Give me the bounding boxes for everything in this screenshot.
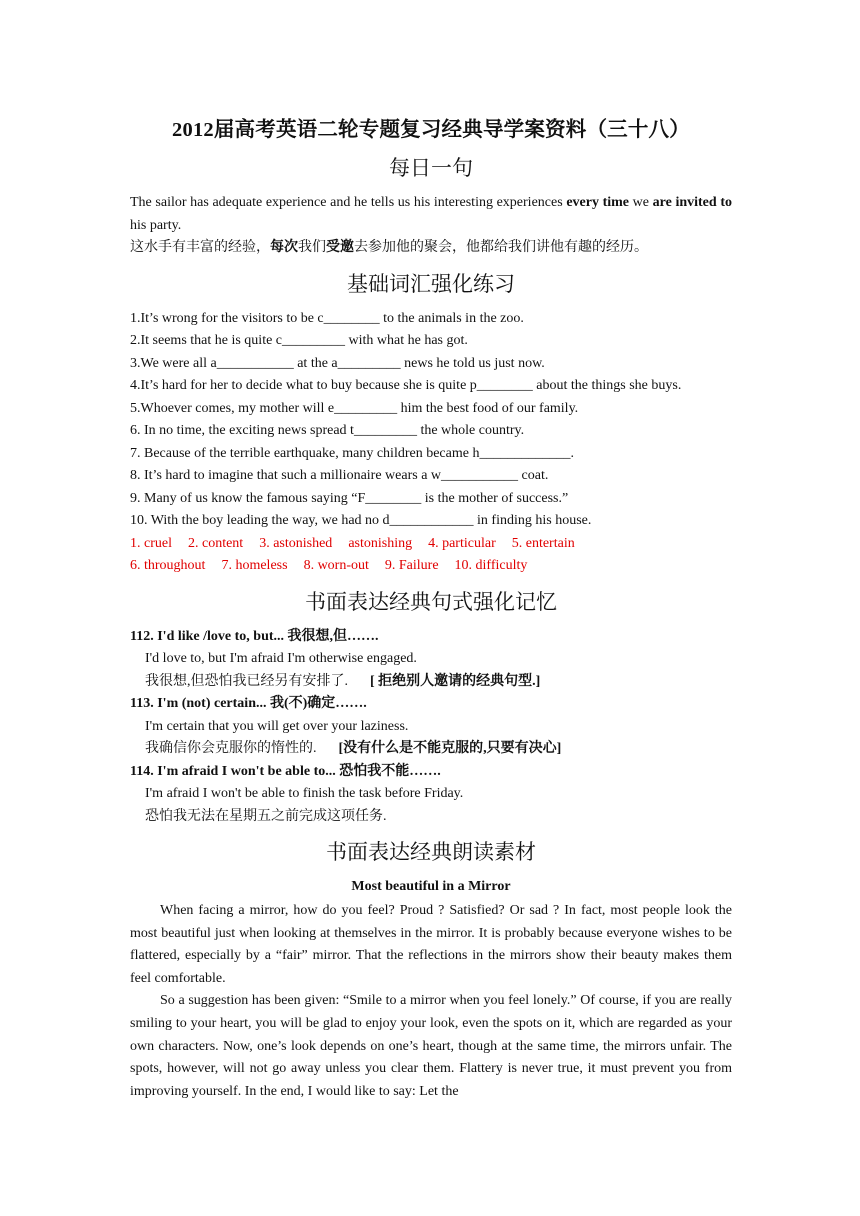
- vocab-item: 8. It’s hard to imagine that such a millionaire wears a w___________ coat.: [130, 468, 549, 483]
- answer: 1. cruel: [130, 535, 172, 551]
- answer: 2. content: [187, 535, 244, 551]
- vocab-answers-row-2: [130, 555, 732, 578]
- daily-en-bold-every-time: every time: [566, 195, 630, 210]
- pattern-113-zh: 我确信你会克服你的惰性的.: [145, 741, 317, 756]
- answer: 10. difficulty: [454, 558, 528, 573]
- answer: 7. homeless: [221, 558, 288, 573]
- answer: 4. particular: [428, 535, 496, 551]
- vocab-item: 6. In no time, the exciting news spread t_________ the whole country.: [130, 423, 525, 438]
- pattern-112-zh: 我很想,但恐怕我已经另有安排了.: [145, 673, 348, 689]
- answer: 5. entertain: [511, 535, 575, 551]
- document-title: 2012届高考英语二轮专题复习经典导学案资料（三十八）: [172, 119, 690, 141]
- vocab-item: 7. Because of the terrible earthquake, many children became h_____________.: [130, 445, 574, 461]
- vocab-item: 1.It’s wrong for the visitors to be c________ to the animals in the zoo.: [130, 310, 524, 326]
- daily-sentence-chinese: [130, 237, 732, 260]
- answer: astonishing: [348, 535, 413, 551]
- pattern-114-english: I'm afraid I won't be able to finish the task before Friday.: [145, 786, 464, 801]
- vocab-item: 9. Many of us know the famous saying “F________ is the mother of success.”: [130, 490, 569, 506]
- pattern-113-english: I'm certain that you will get over your laziness.: [145, 718, 409, 734]
- answer: 8. worn-out: [303, 558, 369, 573]
- daily-zh-a: 这水手有丰富的经验，: [130, 240, 270, 255]
- pattern-112-english: I'd love to, but I'm afraid I'm otherwise engaged.: [145, 651, 417, 666]
- daily-en-c: we: [629, 195, 653, 210]
- daily-sentence-english: [130, 192, 732, 237]
- daily-zh-bold-shouyao: 受邀: [326, 240, 354, 255]
- daily-en-a: The sailor has adequate experience and he tells us his interesting experiences: [130, 195, 567, 210]
- answer: 3. astonished: [259, 535, 333, 551]
- pattern-113-note: [没有什么是不能克服的,只要有决心]: [338, 741, 562, 756]
- daily-zh-bold-meici: 每次: [270, 240, 298, 255]
- vocab-item: 3.We were all a___________ at the a_________ news he told us just now.: [130, 355, 545, 371]
- daily-zh-c: 我们: [298, 240, 326, 255]
- reading-heading: 书面表达经典朗读素材: [326, 840, 536, 864]
- pattern-112-chinese: [130, 671, 732, 694]
- vocab-answers-row-1: [130, 533, 732, 556]
- story-paragraph-1: When facing a mirror, how do you feel? Proud ? Satisfied? Or sad ? In fact, most people look the most beautiful just when looking at themselves in the mirror. It is probably because everyone wishes to be flattered, especially by a “fair” mirror. That the reflections in the mirrors show their beauty makes them feel comfortable.: [130, 903, 732, 986]
- daily-sentence-heading: 每日一句: [389, 156, 473, 180]
- vocab-heading: 基础词汇强化练习: [347, 271, 515, 296]
- daily-zh-d: 去参加他的聚会，他都给我们讲他有趣的经历。: [354, 240, 648, 255]
- pattern-112-note: [ 拒绝别人邀请的经典句型.]: [370, 673, 541, 689]
- pattern-112-heading: 112. I'd like /love to, but... 我很想,但…….: [130, 628, 379, 644]
- vocab-item: 2.It seems that he is quite c_________ with what he has got.: [130, 333, 468, 348]
- patterns-heading: 书面表达经典句式强化记忆: [305, 589, 557, 614]
- vocab-item: 5.Whoever comes, my mother will e_________ him the best food of our family.: [130, 400, 579, 416]
- pattern-114-heading: 114. I'm afraid I won't be able to... 恐怕我不能…….: [130, 763, 441, 779]
- story-paragraph-2: So a suggestion has been given: “Smile to a mirror when you feel lonely.” Of course, if you are really smiling to your heart, you will be glad to enjoy your look, even the spots on it, which are regarded as your own characters. Now, one’s look depends on one’s heart, though at the same time, the mirrors unfair. The spots, however, will not go away unless you clear them. Flattery is never true, it must prevent you from improving yourself. In the end, I would like to say: Let the: [130, 993, 732, 1099]
- document-page: [130, 112, 732, 1103]
- vocab-item: 4.It’s hard for her to decide what to buy because she is quite p________ about the things she buys.: [130, 378, 682, 393]
- answer: 6. throughout: [130, 558, 206, 573]
- pattern-114-chinese: 恐怕我无法在星期五之前完成这项任务.: [145, 808, 387, 824]
- pattern-113-chinese: [130, 738, 732, 761]
- answer: 9. Failure: [384, 558, 439, 573]
- pattern-113-heading: 113. I'm (not) certain... 我(不)确定…….: [130, 696, 367, 711]
- vocab-item: 10. With the boy leading the way, we had no d____________ in finding his house.: [130, 513, 592, 528]
- vocab-exercise-list: [130, 308, 732, 533]
- daily-en-bold-invited: are invited to: [652, 195, 732, 210]
- story-title: Most beautiful in a Mirror: [351, 879, 511, 894]
- daily-en-d: his party.: [130, 217, 182, 233]
